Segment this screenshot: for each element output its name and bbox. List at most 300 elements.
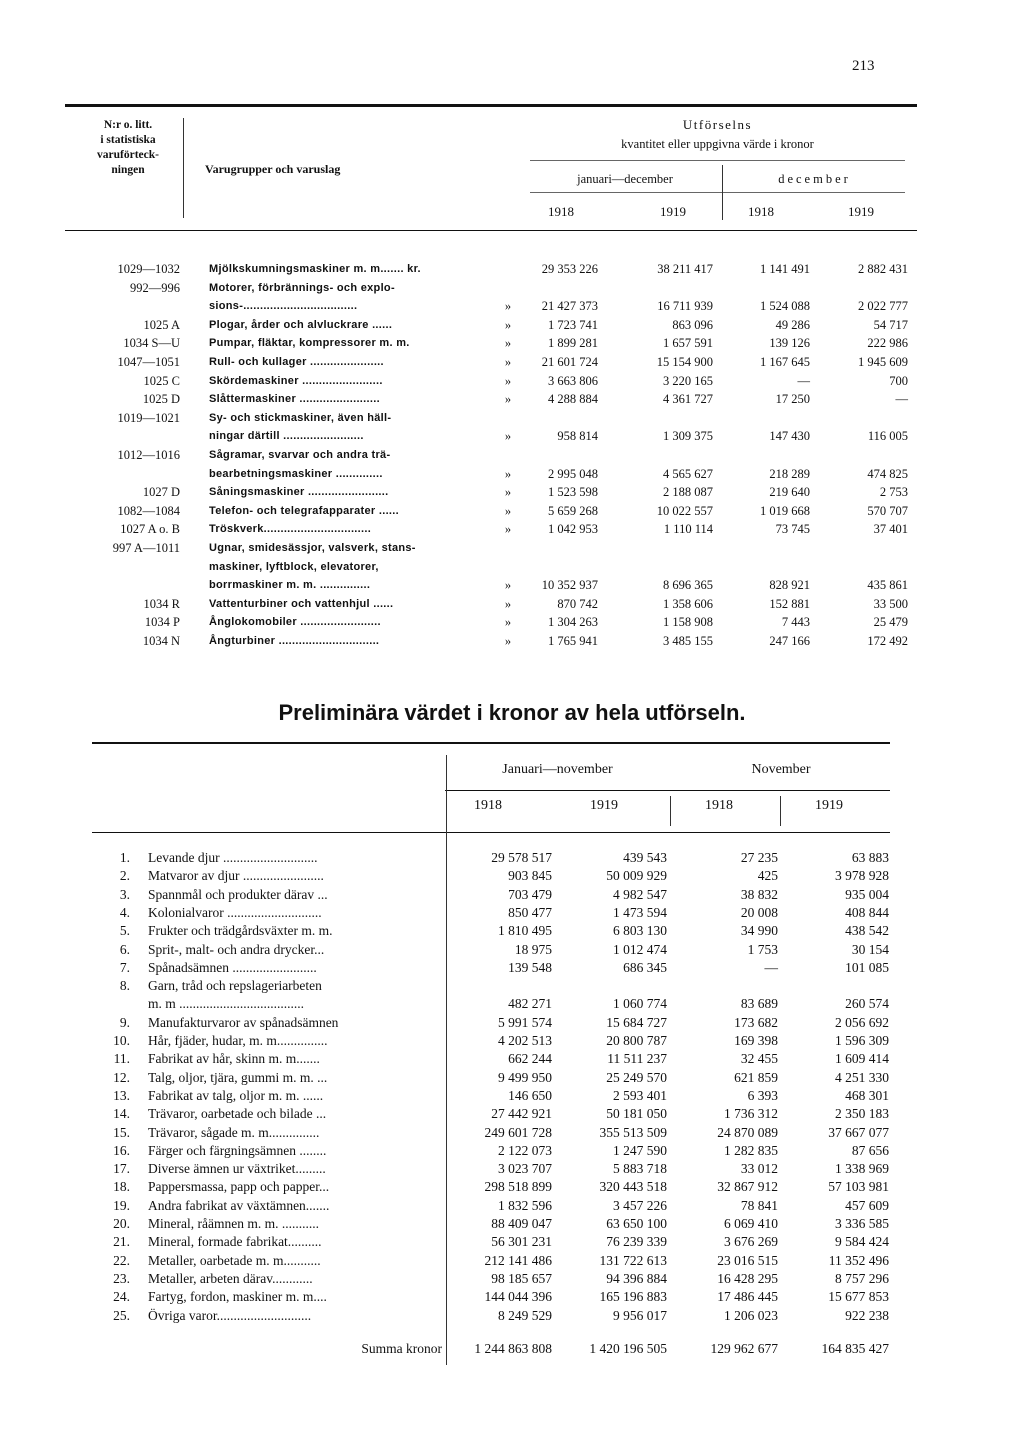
goods-name: maskiner, lyftblock, elevatorer, <box>209 560 379 573</box>
row-number: 22. <box>113 1252 130 1268</box>
value-cell: 6 803 130 <box>613 923 667 939</box>
table-row-line <box>0 334 1024 352</box>
unit-mark: » <box>504 615 512 630</box>
header-divider-1 <box>183 118 184 218</box>
unit-mark: » <box>504 336 512 351</box>
unit-mark: » <box>504 634 512 648</box>
value-cell: 15 154 900 <box>656 355 713 369</box>
category-label: m. m ..................................... <box>148 996 305 1012</box>
value-cell: 3 978 928 <box>835 868 889 884</box>
unit-mark: » <box>504 503 512 518</box>
value-cell: 131 722 613 <box>599 1252 667 1268</box>
value-cell: 1 736 312 <box>724 1106 778 1122</box>
value-cell: 298 518 899 <box>484 1179 552 1195</box>
value-cell: 4 251 330 <box>835 1069 889 1085</box>
category-label: Hår, fjäder, hudar, m. m............... <box>148 1033 328 1048</box>
table2-year-divider <box>670 796 671 826</box>
row-number: 12. <box>113 1069 130 1085</box>
value-cell: 54 717 <box>873 317 908 332</box>
value-cell: 474 825 <box>867 466 908 481</box>
unit-mark: » <box>504 522 512 537</box>
header-period-1: januari—december <box>577 172 673 186</box>
value-cell: 116 005 <box>867 429 908 444</box>
table-row-line <box>0 959 1024 977</box>
table-row-line <box>0 502 1024 520</box>
value-cell: 49 286 <box>775 317 810 332</box>
table-row-line <box>0 1288 1024 1306</box>
unit-mark: » <box>504 429 512 444</box>
value-cell: 212 141 486 <box>484 1252 552 1268</box>
value-cell: 958 814 <box>557 429 598 444</box>
value-cell: 11 352 496 <box>828 1252 889 1268</box>
table2-header-rule <box>92 832 890 833</box>
header-goods-column: Varugrupper och varuslag <box>205 162 341 176</box>
header-group: Utförselns <box>682 117 753 132</box>
value-cell: 83 689 <box>740 996 778 1012</box>
category-label: Matvaror av djur ........................ <box>148 868 324 884</box>
value-cell: 50 181 050 <box>606 1106 667 1122</box>
unit-mark: » <box>504 392 512 407</box>
value-cell: 903 845 <box>508 868 552 884</box>
row-number: 8. <box>119 978 130 994</box>
statistical-code: 1019—1021 <box>117 410 180 425</box>
row-number: 5. <box>119 923 130 939</box>
table-row-line <box>0 613 1024 631</box>
goods-name: Skördemaskiner ........................ <box>209 374 383 387</box>
value-cell: 4 565 627 <box>663 466 713 481</box>
category-label: Manufakturvaror av spånadsämnen <box>148 1014 339 1030</box>
header-subrule-2 <box>530 192 905 193</box>
category-label: Spannmål och produkter därav ... <box>148 886 328 902</box>
header-period-2: december <box>778 172 851 186</box>
row-number: 13. <box>113 1087 130 1103</box>
value-cell: 25 479 <box>873 615 908 630</box>
value-cell: 20 008 <box>740 904 778 920</box>
row-number: 23. <box>113 1270 130 1286</box>
sum-value: 1 244 863 808 <box>474 1341 552 1356</box>
value-cell: 2 753 <box>879 485 908 500</box>
category-label: Mineral, råämnen m. m. ........... <box>148 1216 319 1231</box>
table-row-line <box>0 520 1024 538</box>
value-cell: 165 196 883 <box>599 1289 667 1305</box>
value-cell: 570 707 <box>867 503 908 518</box>
category-label: Fartyg, fordon, maskiner m. m.... <box>148 1289 327 1305</box>
header-rule <box>65 230 917 231</box>
value-cell: 4 982 547 <box>613 886 667 902</box>
value-cell: 870 742 <box>557 596 598 611</box>
value-cell: 247 166 <box>769 634 810 648</box>
value-cell: 4 202 513 <box>498 1033 552 1048</box>
unit-mark: » <box>504 373 512 388</box>
goods-name: Sy- och stickmaskiner, även häll- <box>209 411 392 424</box>
value-cell: 34 990 <box>740 923 778 939</box>
category-label: Kolonialvaror ............................ <box>148 904 322 920</box>
statistical-code: 1047—1051 <box>117 355 180 369</box>
value-cell: 23 016 515 <box>717 1252 778 1268</box>
value-cell: 457 609 <box>845 1197 889 1213</box>
value-cell: 1 309 375 <box>663 429 713 444</box>
category-label: Garn, tråd och repslageriarbeten <box>148 978 322 994</box>
statistical-code: 1034 P <box>144 615 180 630</box>
value-cell: 2 056 692 <box>835 1014 889 1030</box>
row-number: 14. <box>113 1106 130 1122</box>
goods-name: ningar därtill ........................ <box>209 430 364 443</box>
value-cell: 1 206 023 <box>724 1307 778 1323</box>
value-cell: 3 023 707 <box>498 1161 552 1177</box>
table2-header-year: 1918 <box>474 798 502 813</box>
goods-name: Slåttermaskiner ........................ <box>209 393 380 406</box>
unit-mark: » <box>504 596 512 611</box>
table-row-line <box>0 1307 1024 1325</box>
table2-header-year: 1918 <box>705 798 733 813</box>
row-number: 11. <box>113 1051 130 1067</box>
value-cell: 3 457 226 <box>613 1197 667 1213</box>
value-cell: 21 427 373 <box>541 299 598 314</box>
table-row-line <box>0 409 1024 427</box>
table-row-line <box>0 867 1024 885</box>
value-cell: 6 069 410 <box>724 1216 778 1231</box>
sum-label: Summa kronor <box>361 1341 442 1356</box>
row-number: 24. <box>113 1289 130 1305</box>
header-year: 1919 <box>660 204 686 219</box>
value-cell: 1 042 953 <box>548 522 598 537</box>
value-cell: 30 154 <box>851 941 889 957</box>
value-cell: 4 288 884 <box>548 392 598 407</box>
row-number: 6. <box>119 941 130 957</box>
value-cell: 98 185 657 <box>491 1270 552 1286</box>
table-row-line <box>0 1087 1024 1105</box>
goods-name: Ugnar, smidesässjor, valsverk, stans- <box>209 542 416 554</box>
value-cell: 10 022 557 <box>656 503 713 518</box>
value-cell: 1 899 281 <box>548 336 598 351</box>
table-row-line <box>0 849 1024 867</box>
goods-name: Sågramar, svarvar och andra trä- <box>209 449 391 461</box>
unit-mark: » <box>504 317 512 332</box>
value-cell: — <box>895 392 908 407</box>
unit-mark: » <box>504 578 512 593</box>
goods-name: Ånglokomobiler ........................ <box>209 616 381 629</box>
category-label: Fabrikat av talg, oljor m. m. ...... <box>148 1087 324 1103</box>
value-cell: 146 650 <box>508 1087 552 1103</box>
value-cell: 828 921 <box>769 578 810 593</box>
value-cell: 8 757 296 <box>835 1270 889 1286</box>
value-cell: 686 345 <box>623 959 667 975</box>
value-cell: 425 <box>757 868 778 884</box>
value-cell: 50 009 929 <box>606 868 667 884</box>
category-label: Övriga varor............................ <box>148 1307 312 1323</box>
category-label: Pappersmassa, papp och papper... <box>148 1179 330 1195</box>
table-row-line <box>0 483 1024 501</box>
value-cell: 2 188 087 <box>663 485 713 500</box>
row-number: 3. <box>119 886 130 902</box>
value-cell: 1 765 941 <box>548 634 598 648</box>
table-row-line <box>0 922 1024 940</box>
value-cell: 1 167 645 <box>760 355 810 369</box>
statistical-code: 1029—1032 <box>117 262 180 276</box>
table-row-line <box>0 1178 1024 1196</box>
value-cell: 850 477 <box>508 904 552 920</box>
value-cell: 25 249 570 <box>606 1069 667 1085</box>
header-code-line: i statistiska <box>100 134 156 146</box>
value-cell: 9 499 950 <box>498 1069 552 1085</box>
statistical-code: 992—996 <box>130 280 180 295</box>
value-cell: 1 832 596 <box>498 1197 552 1213</box>
table-row-line <box>0 427 1024 445</box>
value-cell: 3 485 155 <box>663 634 713 648</box>
value-cell: 621 859 <box>734 1069 778 1085</box>
table-row-line <box>0 372 1024 390</box>
table2-year-divider <box>780 796 781 826</box>
row-number: 19. <box>113 1197 130 1213</box>
value-cell: 1 524 088 <box>760 299 810 314</box>
table-row-line <box>0 1050 1024 1068</box>
header-code-line: varuförteck- <box>97 149 159 161</box>
value-cell: 1 338 969 <box>835 1161 889 1177</box>
value-cell: — <box>797 373 810 388</box>
category-label: Trävaror, oarbetade och bilade ... <box>148 1106 327 1122</box>
table-row-line <box>0 941 1024 959</box>
value-cell: 439 543 <box>623 850 667 865</box>
value-cell: 38 211 417 <box>657 262 713 276</box>
table-row-line <box>0 558 1024 576</box>
statistical-code: 1034 S—U <box>123 336 180 351</box>
value-cell: 1 012 474 <box>613 941 667 957</box>
table-row-line <box>0 904 1024 922</box>
value-cell: 468 301 <box>845 1087 889 1103</box>
goods-name: borrmaskiner m. m. ............... <box>209 579 371 592</box>
value-cell: 320 443 518 <box>599 1179 667 1195</box>
value-cell: 1 753 <box>747 941 778 957</box>
value-cell: 438 542 <box>845 923 889 939</box>
header-subrule-1 <box>530 160 905 161</box>
value-cell: 1 060 774 <box>613 996 667 1012</box>
table-row-line <box>0 297 1024 315</box>
value-cell: 33 012 <box>740 1161 778 1177</box>
value-cell: 32 455 <box>740 1051 778 1067</box>
value-cell: 21 601 724 <box>541 355 598 369</box>
row-number: 16. <box>113 1142 130 1158</box>
value-cell: 56 301 231 <box>491 1234 552 1250</box>
value-cell: 1 158 908 <box>663 615 713 630</box>
value-cell: 11 511 237 <box>607 1051 667 1067</box>
value-cell: 1 473 594 <box>613 904 667 920</box>
value-cell: 101 085 <box>845 959 889 975</box>
row-number: 4. <box>119 904 130 920</box>
category-label: Sprit-, malt- och andra drycker... <box>148 941 325 957</box>
row-number: 21. <box>113 1234 130 1250</box>
goods-name: sions-.................................. <box>209 300 358 313</box>
value-cell: 78 841 <box>740 1197 778 1213</box>
goods-name: Såningsmaskiner ........................ <box>209 486 389 499</box>
unit-mark: » <box>504 485 512 500</box>
goods-name: Tröskverk................................ <box>209 523 372 536</box>
header-code-line: ningen <box>111 164 145 176</box>
table-row-line <box>0 576 1024 594</box>
row-number: 10. <box>113 1033 130 1048</box>
value-cell: 1 141 491 <box>760 262 810 276</box>
goods-name: Motorer, förbrännings- och explo- <box>209 281 395 294</box>
row-number: 2. <box>119 868 130 884</box>
value-cell: 260 574 <box>845 996 889 1012</box>
row-number: 1. <box>119 850 130 865</box>
value-cell: 16 428 295 <box>717 1270 778 1286</box>
statistical-code: 1034 R <box>143 596 180 611</box>
statistical-code: 997 A—1011 <box>112 541 180 555</box>
table-row-line <box>0 886 1024 904</box>
value-cell: 20 800 787 <box>606 1033 667 1048</box>
value-cell: 1 657 591 <box>663 336 713 351</box>
category-label: Spånadsämnen ......................... <box>148 959 317 975</box>
header-year: 1918 <box>548 204 574 219</box>
sum-value: 164 835 427 <box>821 1341 889 1356</box>
value-cell: 482 271 <box>508 996 552 1012</box>
table-row-line <box>0 1124 1024 1142</box>
category-label: Andra fabrikat av växtämnen....... <box>148 1197 330 1213</box>
top-rule <box>65 104 917 107</box>
category-label: Trävaror, sågade m. m............... <box>148 1124 320 1140</box>
row-number: 15. <box>113 1124 130 1140</box>
value-cell: 10 352 937 <box>541 578 598 593</box>
goods-name: Pumpar, fläktar, kompressorer m. m. <box>209 337 410 350</box>
value-cell: 408 844 <box>845 904 889 920</box>
value-cell: 1 945 609 <box>858 355 908 369</box>
sum-value: 129 962 677 <box>710 1341 778 1356</box>
header-year: 1919 <box>848 204 874 219</box>
value-cell: 5 991 574 <box>498 1014 552 1030</box>
value-cell: 9 584 424 <box>835 1234 889 1250</box>
table-row-line <box>0 1069 1024 1087</box>
value-cell: 1 247 590 <box>613 1142 667 1158</box>
value-cell: 2 882 431 <box>858 262 908 276</box>
value-cell: 73 745 <box>775 522 810 537</box>
table-row-line <box>0 995 1024 1013</box>
header-year: 1918 <box>748 204 774 219</box>
table-row-line <box>0 1252 1024 1270</box>
statistical-code: 1027 A o. B <box>120 522 180 537</box>
value-cell: 1 810 495 <box>498 923 552 939</box>
value-cell: 1 304 263 <box>548 615 598 630</box>
value-cell: 37 401 <box>873 522 908 537</box>
table-row-line <box>0 632 1024 650</box>
value-cell: 29 578 517 <box>491 850 552 865</box>
category-label: Talg, oljor, tjära, gummi m. m. ... <box>148 1069 328 1085</box>
statistical-code: 1012—1016 <box>117 448 180 462</box>
page-number: 213 <box>852 58 875 74</box>
category-label: Frukter och trädgårdsväxter m. m. <box>148 923 333 939</box>
value-cell: 144 044 396 <box>484 1289 552 1305</box>
row-number: 18. <box>113 1179 130 1195</box>
value-cell: 355 513 509 <box>599 1124 667 1140</box>
statistical-code: 1025 C <box>143 373 180 388</box>
value-cell: 139 548 <box>508 959 552 975</box>
value-cell: 24 870 089 <box>717 1124 778 1140</box>
value-cell: 173 682 <box>734 1014 778 1030</box>
value-cell: 172 492 <box>867 634 908 648</box>
category-label: Diverse ämnen ur växtriket......... <box>148 1161 326 1177</box>
row-number: 20. <box>113 1216 130 1231</box>
value-cell: 15 684 727 <box>606 1014 667 1030</box>
table2-subrule <box>445 790 890 791</box>
table-row-line <box>0 465 1024 483</box>
value-cell: 18 975 <box>514 941 552 957</box>
table-row-line <box>0 1233 1024 1251</box>
value-cell: 3 676 269 <box>724 1234 778 1250</box>
table-row-line <box>0 1014 1024 1032</box>
statistical-code: 1082—1084 <box>117 503 180 518</box>
table-row-line <box>0 1032 1024 1050</box>
unit-mark: » <box>504 355 512 369</box>
value-cell: 37 667 077 <box>828 1124 889 1140</box>
header-subtitle: kvantitet eller uppgivna värde i kronor <box>621 137 814 151</box>
value-cell: 1 358 606 <box>663 596 713 611</box>
value-cell: 4 361 727 <box>663 392 713 407</box>
value-cell: 1 110 114 <box>663 522 713 537</box>
value-cell: 922 238 <box>845 1307 889 1323</box>
value-cell: 16 711 939 <box>657 299 713 314</box>
value-cell: 703 479 <box>508 886 552 902</box>
value-cell: 169 398 <box>734 1033 778 1048</box>
table-row-line <box>0 977 1024 995</box>
table2-header-period-1: Januari—november <box>502 762 613 777</box>
value-cell: 2 122 073 <box>498 1142 552 1158</box>
table-row-line <box>0 539 1024 557</box>
value-cell: 1 523 598 <box>548 485 598 500</box>
value-cell: 27 442 921 <box>491 1106 552 1122</box>
value-cell: 94 396 884 <box>606 1270 667 1286</box>
table-row-line <box>0 595 1024 613</box>
value-cell: 8 696 365 <box>663 578 713 593</box>
value-cell: 249 601 728 <box>484 1124 552 1140</box>
value-cell: 700 <box>889 373 908 388</box>
value-cell: 8 249 529 <box>498 1307 552 1323</box>
value-cell: 3 220 165 <box>663 373 713 388</box>
goods-name: Vattenturbiner och vattenhjul ...... <box>209 597 394 610</box>
category-label: Mineral, formade fabrikat.......... <box>148 1234 322 1250</box>
goods-name: Rull- och kullager ...................... <box>209 356 384 368</box>
sum-value: 1 420 196 505 <box>589 1341 667 1356</box>
value-cell: 5 883 718 <box>613 1161 667 1177</box>
table-row-line <box>0 1270 1024 1288</box>
value-cell: — <box>764 959 778 975</box>
value-cell: 1 019 668 <box>760 503 810 518</box>
category-label: Metaller, arbeten därav............ <box>148 1270 313 1286</box>
category-label: Färger och färgningsämnen ........ <box>148 1142 327 1158</box>
category-label: Levande djur ............................ <box>148 850 318 865</box>
table-row-line <box>0 390 1024 408</box>
value-cell: 1 609 414 <box>835 1051 889 1067</box>
table-row-line <box>0 1105 1024 1123</box>
value-cell: 152 881 <box>769 596 810 611</box>
value-cell: 63 650 100 <box>606 1216 667 1231</box>
row-number: 7. <box>119 959 130 975</box>
header-code-line: N:r o. litt. <box>103 119 153 131</box>
table-row-line <box>0 353 1024 371</box>
goods-name: Plogar, årder och alvluckrare ...... <box>209 318 393 331</box>
goods-name: Mjölkskumningsmaskiner m. m....... kr. <box>209 263 421 275</box>
category-label: Fabrikat av hår, skinn m. m....... <box>148 1051 320 1067</box>
value-cell: 3 336 585 <box>835 1216 889 1231</box>
table2-top-rule <box>92 742 890 744</box>
value-cell: 9 956 017 <box>613 1307 667 1323</box>
value-cell: 88 409 047 <box>491 1216 552 1231</box>
value-cell: 2 593 401 <box>613 1087 667 1103</box>
statistical-code: 1034 N <box>142 634 180 648</box>
table-2-title: Preliminära värdet i kronor av hela utförseln. <box>278 700 746 725</box>
statistical-code: 1025 D <box>142 392 180 407</box>
unit-mark: » <box>504 466 512 481</box>
value-cell: 27 235 <box>740 850 778 865</box>
value-cell: 6 393 <box>747 1087 778 1103</box>
